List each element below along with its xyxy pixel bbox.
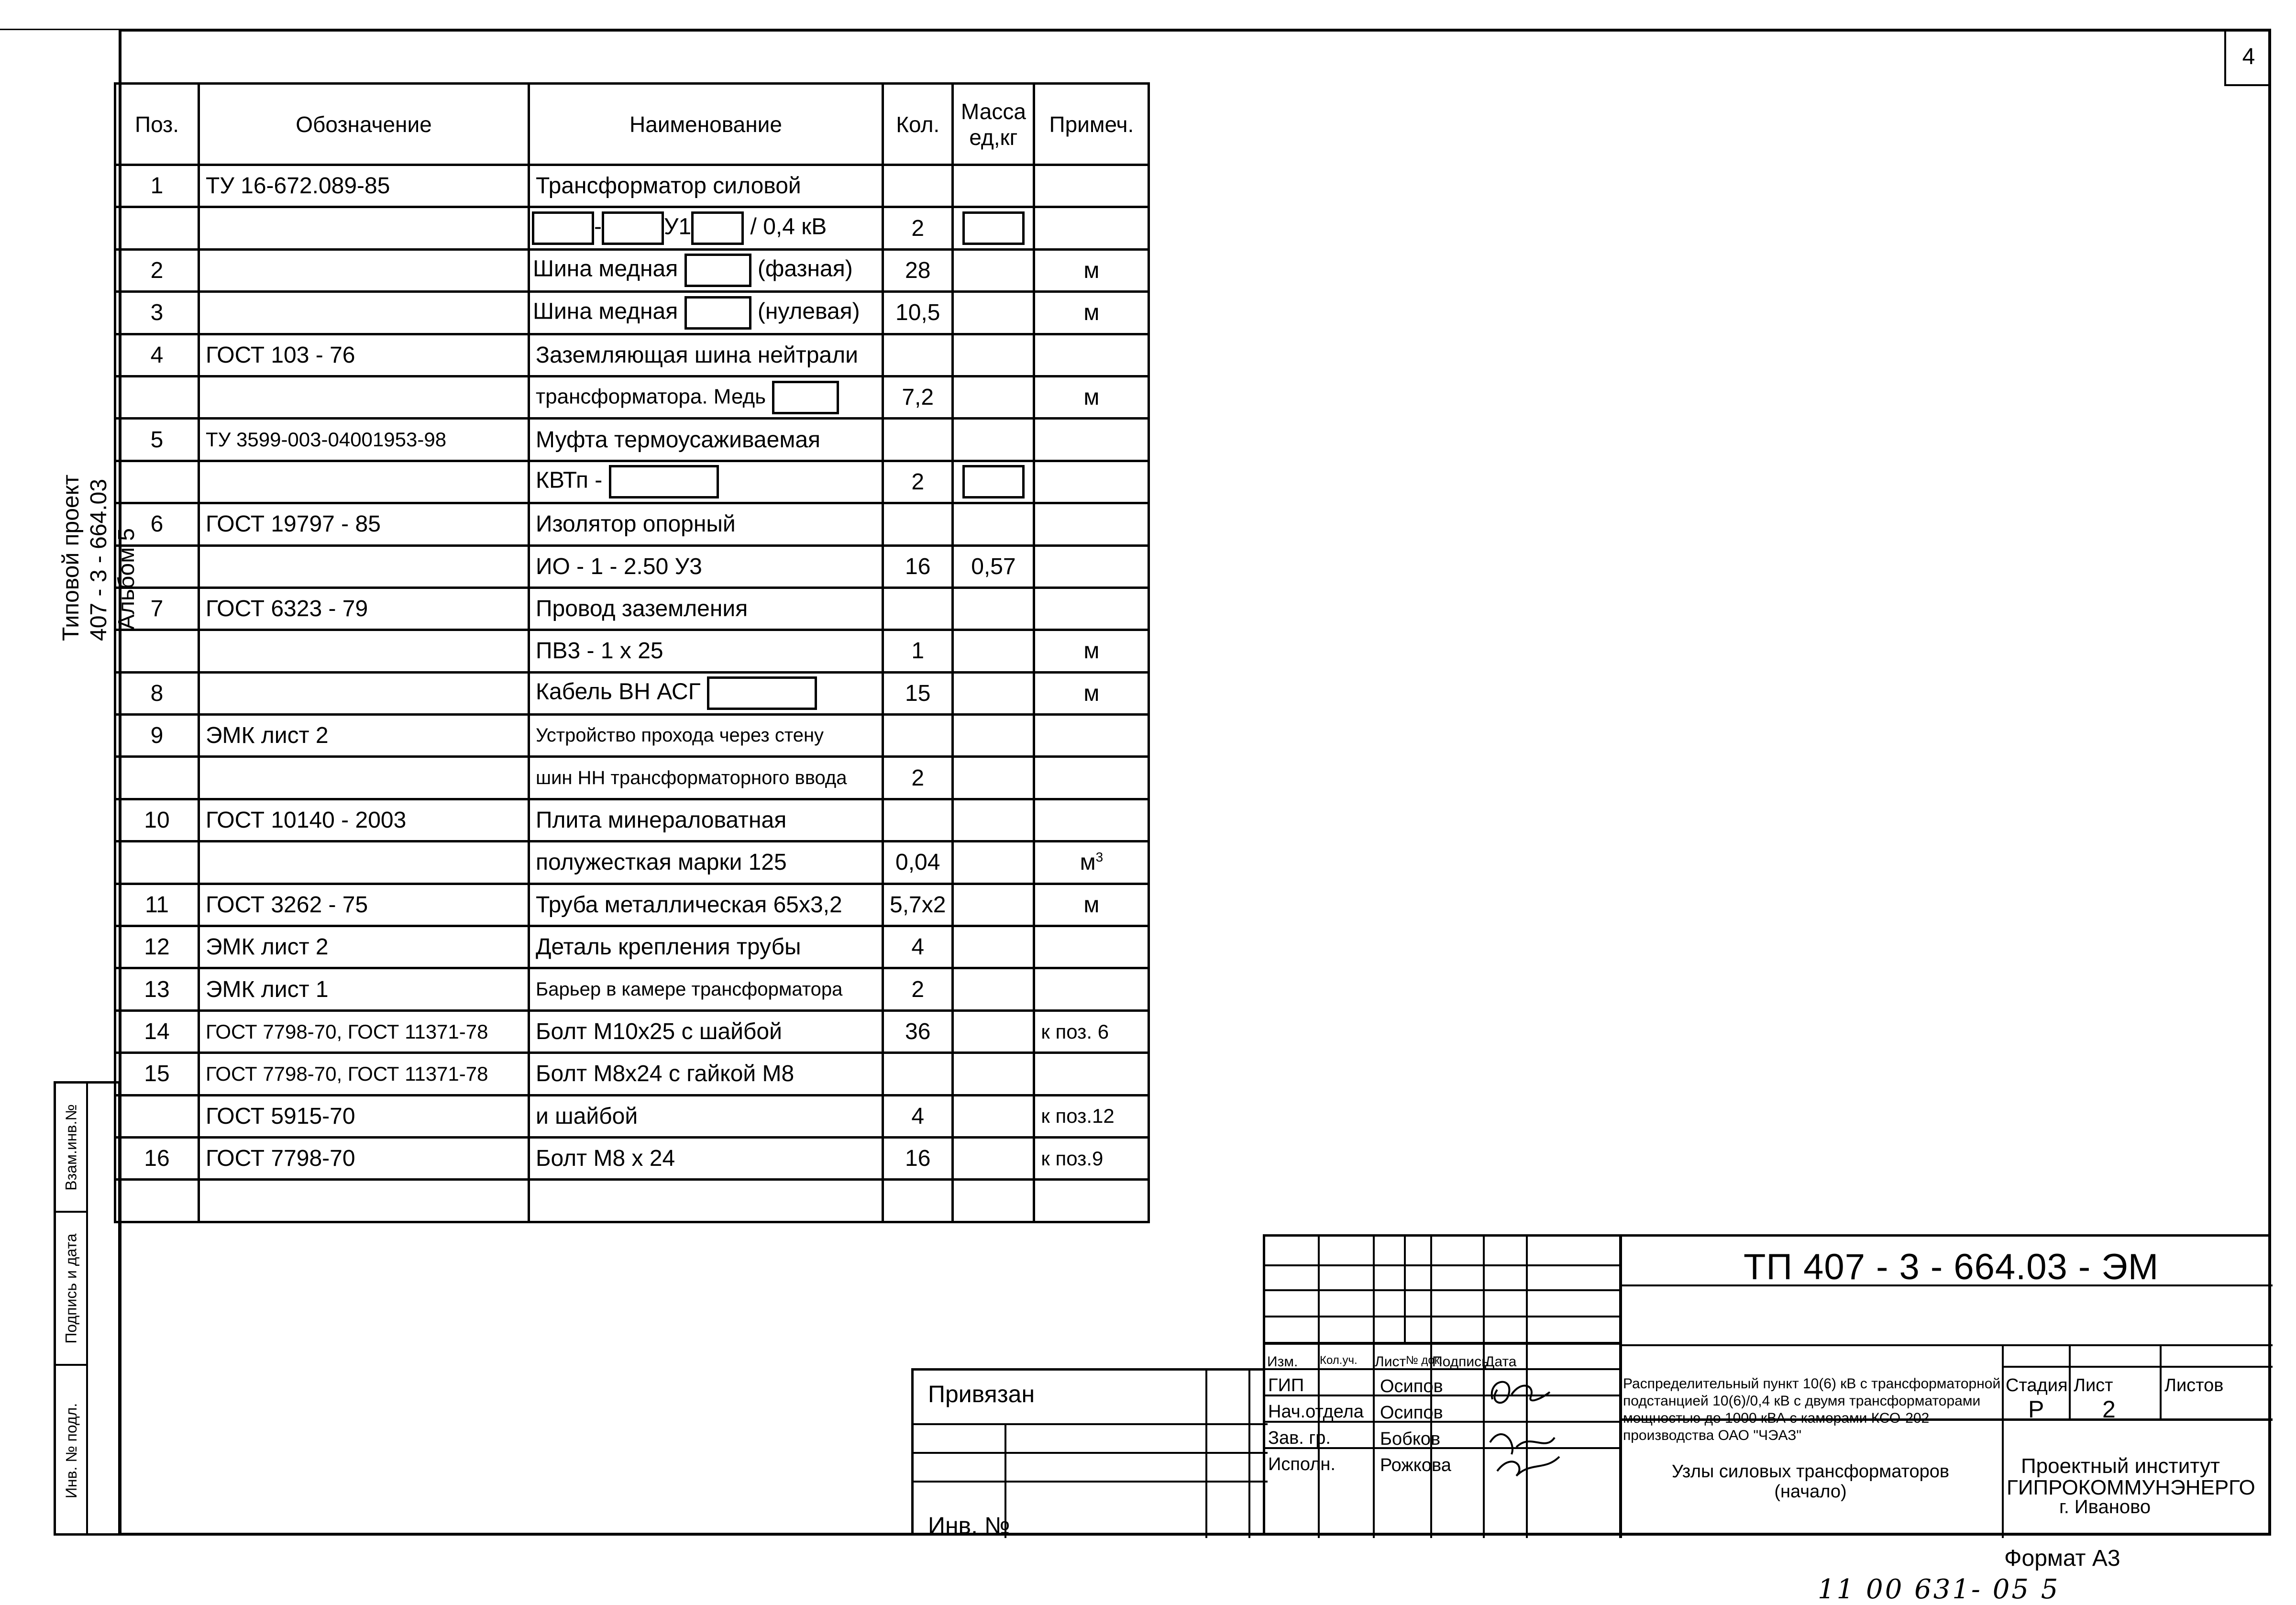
blank-field (772, 381, 839, 414)
table-row (115, 376, 1149, 418)
cell-massa (953, 926, 1034, 968)
tb-name: Узлы силовых трансформаторов (начало) (1671, 1461, 1950, 1502)
cell-pos (115, 630, 199, 672)
tb-line (2002, 1366, 2273, 1368)
cell-prim (1034, 715, 1149, 757)
header-prim: Примеч. (1034, 84, 1149, 165)
cell-pos: 8 (115, 672, 199, 714)
table-row (115, 503, 1149, 545)
cell-pos: 4 (115, 334, 199, 376)
cell-prim: м (1034, 672, 1149, 714)
blank-field (962, 465, 1025, 498)
cell-kol (883, 419, 953, 461)
tb-titleblock-org2: ГИПРОКОММУНЭНЕРГО (2007, 1476, 2255, 1499)
cell-prim: к поз.12 (1034, 1095, 1149, 1137)
cell-prim: м (1034, 376, 1149, 418)
header-naim: Наименование (529, 84, 883, 165)
cell-naim: Заземляющая шина нейтрали (529, 334, 883, 376)
cell-pos (115, 461, 199, 503)
cell-pos: 3 (115, 292, 199, 334)
table-row (115, 1180, 1149, 1222)
signature-icon (1483, 1371, 1574, 1481)
cell-prim (1034, 334, 1149, 376)
cell-oboz (199, 841, 529, 884)
cell-pos: 14 (115, 1010, 199, 1052)
table-row (115, 165, 1149, 207)
table-row (115, 1095, 1149, 1137)
cell-naim (529, 249, 883, 291)
tb-titleblock-gip_name: Осипов (1380, 1376, 1443, 1396)
tb-line (1373, 1237, 1375, 1342)
table-row (115, 672, 1149, 714)
cell-naim: Провод заземления (529, 587, 883, 630)
cell-pos (115, 207, 199, 249)
table-row (115, 1010, 1149, 1052)
cell-oboz (199, 1180, 529, 1222)
cell-kol: 36 (883, 1010, 953, 1052)
table-row (115, 884, 1149, 926)
cell-oboz: ГОСТ 103 - 76 (199, 334, 529, 376)
cell-kol: 7,2 (883, 376, 953, 418)
cell-massa (953, 249, 1034, 291)
cell-kol: 10,5 (883, 292, 953, 334)
cell-kol: 2 (883, 207, 953, 249)
cell-pos (115, 757, 199, 799)
cell-massa (953, 419, 1034, 461)
superscript: 3 (1095, 850, 1104, 865)
priv-line (914, 1452, 1268, 1454)
naim2-text: (нулевая) (757, 299, 860, 324)
blank-field (691, 211, 744, 245)
cell-oboz (199, 207, 529, 249)
cell-pos: 16 (115, 1137, 199, 1179)
cell-prim (1034, 419, 1149, 461)
cell-pos (115, 376, 199, 418)
cell-massa (953, 1010, 1034, 1052)
cell-oboz: ГОСТ 7798-70 (199, 1137, 529, 1179)
cell-naim: Труба металлическая 65х3,2 (529, 884, 883, 926)
format-label: Формат А3 (2004, 1546, 2120, 1571)
table-row (115, 587, 1149, 630)
cell-naim (529, 672, 883, 714)
specification-table (114, 82, 1150, 1223)
tb-line (1526, 1237, 1528, 1342)
cell-prim: к поз.9 (1034, 1137, 1149, 1179)
cell-prim (1034, 461, 1149, 503)
cell-prim (1034, 799, 1149, 841)
cell-oboz (199, 545, 529, 587)
handwritten-note: 11 00 631- 05 5 (1818, 1574, 2060, 1605)
cell-oboz: ГОСТ 6323 - 79 (199, 587, 529, 630)
priv-line (914, 1423, 1268, 1425)
cell-oboz: ГОСТ 7798-70, ГОСТ 11371-78 (199, 1053, 529, 1095)
cell-naim: - У1 / 0,4 кВ (529, 207, 883, 249)
cell-massa (953, 587, 1034, 630)
cell-massa (953, 1095, 1034, 1137)
tb-line (1619, 1237, 1622, 1538)
cell-oboz (199, 630, 529, 672)
cell-naim: Муфта термоусаживаемая (529, 419, 883, 461)
cell-oboz: ЭМК лист 2 (199, 926, 529, 968)
cell-prim (1034, 1180, 1149, 1222)
cell-naim (529, 1180, 883, 1222)
tb-titleblock-org3: г. Иваново (2059, 1496, 2151, 1517)
title-block (1263, 1234, 2270, 1536)
cell-naim: Барьер в камере трансформатора (529, 968, 883, 1010)
privyazan-label: Привязан (928, 1381, 1035, 1407)
cell-oboz: ЭМК лист 2 (199, 715, 529, 757)
cell-prim (1034, 1053, 1149, 1095)
cell-prim (1034, 926, 1149, 968)
cell-prim: м (1034, 249, 1149, 291)
blank-field (532, 211, 594, 245)
inv-no-label: Инв. № (928, 1512, 1010, 1539)
tb-line (1373, 1342, 1375, 1538)
side-stamp-strip (54, 1081, 121, 1536)
cell-prim (1034, 207, 1149, 249)
cell-kol: 15 (883, 672, 953, 714)
tb-titleblock-stadia: Стадия (2006, 1375, 2068, 1395)
blank-field (684, 296, 751, 330)
cell-kol: 2 (883, 968, 953, 1010)
cell-pos: 10 (115, 799, 199, 841)
tb-titleblock-stadia_v: Р (2028, 1396, 2044, 1423)
strip-podpis-text: Подпись и дата (63, 1233, 80, 1344)
cell-oboz: ТУ 3599-003-04001953-98 (199, 419, 529, 461)
cell-kol: 2 (883, 757, 953, 799)
cell-kol (883, 587, 953, 630)
cell-kol: 2 (883, 461, 953, 503)
table-row (115, 207, 1149, 249)
cell-massa: 0,57 (953, 545, 1034, 587)
side-title-line3: Альбом 5 (114, 528, 139, 630)
cell-oboz: ТУ 16-672.089-85 (199, 165, 529, 207)
cell-massa (953, 884, 1034, 926)
cell-kol: 16 (883, 1137, 953, 1179)
cell-naim: Болт М8 х 24 (529, 1137, 883, 1179)
strip-inv (56, 1366, 87, 1536)
cell-massa (953, 292, 1034, 334)
table-row (115, 968, 1149, 1010)
blank-field (609, 465, 719, 498)
naim-text: Кабель ВН АСГ (536, 679, 701, 705)
table-row (115, 461, 1149, 503)
cell-pos: 5 (115, 419, 199, 461)
cell-pos (115, 1095, 199, 1137)
cell-oboz: ГОСТ 10140 - 2003 (199, 799, 529, 841)
tb-line (2069, 1344, 2071, 1418)
blank-field (602, 211, 664, 245)
cell-kol: 0,04 (883, 841, 953, 884)
priv-vline (1205, 1371, 1207, 1538)
cell-kol (883, 165, 953, 207)
cell-pos: 2 (115, 249, 199, 291)
table-row (115, 545, 1149, 587)
tb-titleblock-code: ТП 407 - 3 - 664.03 - ЭМ (1744, 1247, 2159, 1287)
tb-titleblock-zav_name: Бобков (1380, 1429, 1441, 1449)
table-row (115, 715, 1149, 757)
naim-text: КВТп - (536, 468, 603, 494)
table-row (115, 1137, 1149, 1179)
cell-prim (1034, 545, 1149, 587)
cell-naim: и шайбой (529, 1095, 883, 1137)
priv-vline (1248, 1371, 1250, 1538)
cell-naim: Болт М10х25 с шайбой (529, 1010, 883, 1052)
cell-naim: ПВ3 - 1 х 25 (529, 630, 883, 672)
tb-titleblock-nach: Нач.отдела (1268, 1402, 1364, 1422)
tb-line (1483, 1237, 1485, 1342)
header-pos: Поз. (115, 84, 199, 165)
cell-massa (953, 1053, 1034, 1095)
cell-massa (953, 503, 1034, 545)
table-row (115, 630, 1149, 672)
kv-text: / 0,4 кВ (750, 214, 827, 240)
cell-massa (953, 1180, 1034, 1222)
tb-line (2002, 1344, 2004, 1538)
cell-pos: 12 (115, 926, 199, 968)
cell-prim (1034, 587, 1149, 630)
cell-naim: Изолятор опорный (529, 503, 883, 545)
cell-prim (1034, 841, 1149, 884)
cell-pos: 11 (115, 884, 199, 926)
tb-titleblock-data: Дата (1485, 1354, 1517, 1370)
tb-titleblock-kolu: Кол.уч. (1320, 1354, 1358, 1367)
cell-oboz (199, 461, 529, 503)
blank-field (707, 676, 817, 710)
cell-prim: м (1034, 884, 1149, 926)
tb-titleblock-list_h: Лист (2074, 1375, 2113, 1395)
cell-pos: 6 (115, 503, 199, 545)
table-row (115, 841, 1149, 884)
cell-kol (883, 334, 953, 376)
cell-pos (115, 1180, 199, 1222)
cell-massa (953, 715, 1034, 757)
cell-massa (953, 461, 1034, 503)
header-massa (953, 84, 1034, 165)
prim-text: м (1080, 850, 1096, 875)
cell-massa (953, 630, 1034, 672)
naim-text: Шина медная (533, 299, 678, 324)
cell-prim: м (1034, 292, 1149, 334)
cell-oboz: ГОСТ 5915-70 (199, 1095, 529, 1137)
cell-oboz: ЭМК лист 1 (199, 968, 529, 1010)
tb-titleblock-izm: Изм. (1267, 1354, 1298, 1370)
tb-titleblock-ndok: № док. (1406, 1354, 1443, 1367)
strip-vzam-text: Взам.инв.№ (63, 1104, 80, 1191)
cell-prim (1034, 503, 1149, 545)
cell-naim: Болт М8х24 с гайкой М8 (529, 1053, 883, 1095)
cell-oboz (199, 376, 529, 418)
tb-titleblock-listov: Листов (2164, 1375, 2224, 1395)
tb-line (1619, 1344, 2273, 1346)
cell-massa (953, 376, 1034, 418)
table-row (115, 334, 1149, 376)
tb-titleblock-podpis: Подпись (1432, 1354, 1489, 1370)
cell-naim: Устройство прохода через стену (529, 715, 883, 757)
tb-titleblock-org1: Проектный институт (2021, 1454, 2220, 1478)
cell-kol (883, 503, 953, 545)
blank-field (684, 254, 751, 287)
page-number (2224, 29, 2271, 86)
table-row (115, 926, 1149, 968)
cell-naim (529, 461, 883, 503)
header-oboz: Обозначение (199, 84, 529, 165)
blank-field (962, 211, 1025, 245)
side-title-line1: Типовой проект (58, 474, 84, 641)
cell-prim (1034, 968, 1149, 1010)
cell-kol: 1 (883, 630, 953, 672)
table-header (115, 84, 1149, 165)
cell-oboz: ГОСТ 3262 - 75 (199, 884, 529, 926)
tb-line (1404, 1237, 1406, 1342)
cell-pos (115, 545, 199, 587)
cell-kol: 4 (883, 926, 953, 968)
tb-titleblock-nach_name: Осипов (1380, 1403, 1443, 1423)
cell-kol: 16 (883, 545, 953, 587)
cell-pos: 15 (115, 1053, 199, 1095)
cell-massa (953, 207, 1034, 249)
cell-pos: 7 (115, 587, 199, 630)
cell-massa (953, 968, 1034, 1010)
tb-desc: Распределительный пункт 10(6) кВ с трансформаторной подстанцией 10(6)/0,4 кВ с двумя трансформаторами мощностью до 1000 кВА с камерами КСО-202 производства ОАО "ЧЭАЗ" (1623, 1376, 2001, 1443)
cell-massa (953, 1137, 1034, 1179)
tb-titleblock-list_v: 2 (2102, 1396, 2116, 1423)
cell-oboz (199, 757, 529, 799)
cell-naim (529, 376, 883, 418)
table-row (115, 292, 1149, 334)
header-massa-2: ед,кг (969, 124, 1018, 150)
table-row (115, 249, 1149, 291)
privyazan-block (911, 1368, 1265, 1539)
table-row (115, 757, 1149, 799)
tb-line (2160, 1344, 2162, 1418)
tb-titleblock-isp_name: Рожкова (1380, 1455, 1451, 1475)
cell-kol (883, 1053, 953, 1095)
cell-kol (883, 715, 953, 757)
cell-prim: к поз. 6 (1034, 1010, 1149, 1052)
cell-pos: 1 (115, 165, 199, 207)
side-title-line2: 407 - 3 - 664.03 (86, 479, 111, 641)
cell-oboz (199, 672, 529, 714)
table-row (115, 419, 1149, 461)
cell-kol: 28 (883, 249, 953, 291)
cell-kol: 5,7х2 (883, 884, 953, 926)
header-kol: Кол. (883, 84, 953, 165)
cell-kol (883, 1180, 953, 1222)
cell-naim: Деталь крепления трубы (529, 926, 883, 968)
cell-oboz: ГОСТ 7798-70, ГОСТ 11371-78 (199, 1010, 529, 1052)
naim-text: трансформатора. Медь (536, 385, 766, 409)
cell-oboz: ГОСТ 19797 - 85 (199, 503, 529, 545)
cell-massa (953, 799, 1034, 841)
naim-text: Шина медная (533, 256, 678, 282)
cell-prim (1034, 757, 1149, 799)
strip-vzam (56, 1084, 87, 1213)
table-row (115, 1053, 1149, 1095)
cell-pos: 9 (115, 715, 199, 757)
cell-massa (953, 672, 1034, 714)
tb-line (1430, 1237, 1432, 1342)
cell-massa (953, 165, 1034, 207)
table-row (115, 799, 1149, 841)
cell-massa (953, 841, 1034, 884)
cell-naim (529, 292, 883, 334)
priv-line (914, 1481, 1268, 1483)
tb-titleblock-list: Лист (1375, 1354, 1406, 1370)
tb-titleblock-isp: Исполн. (1268, 1454, 1336, 1474)
cell-oboz (199, 249, 529, 291)
tb-titleblock-gip: ГИП (1268, 1375, 1304, 1395)
page-number-text: 4 (2242, 44, 2255, 69)
cell-pos (115, 841, 199, 884)
strip-inv-text: Инв. № подл. (63, 1403, 80, 1499)
cell-naim: полужесткая марки 125 (529, 841, 883, 884)
cell-naim: шин НН трансформаторного ввода (529, 757, 883, 799)
naim2-text: (фазная) (757, 256, 853, 282)
cell-oboz (199, 292, 529, 334)
header-massa-1: Масса (960, 99, 1026, 124)
cell-kol: 4 (883, 1095, 953, 1137)
cell-naim: Плита минераловатная (529, 799, 883, 841)
cell-pos: 13 (115, 968, 199, 1010)
cell-prim (1034, 165, 1149, 207)
tb-titleblock-zav: Зав. гр. (1268, 1428, 1331, 1448)
cell-massa (953, 757, 1034, 799)
tb-line (1318, 1237, 1320, 1342)
cell-prim: м (1034, 630, 1149, 672)
strip-podpis (56, 1213, 87, 1366)
u1-text: У1 (663, 214, 692, 240)
cell-kol (883, 799, 953, 841)
cell-naim: ИО - 1 - 2.50 У3 (529, 545, 883, 587)
side-project-title (57, 474, 139, 641)
cell-naim: Трансформатор силовой (529, 165, 883, 207)
cell-massa (953, 334, 1034, 376)
